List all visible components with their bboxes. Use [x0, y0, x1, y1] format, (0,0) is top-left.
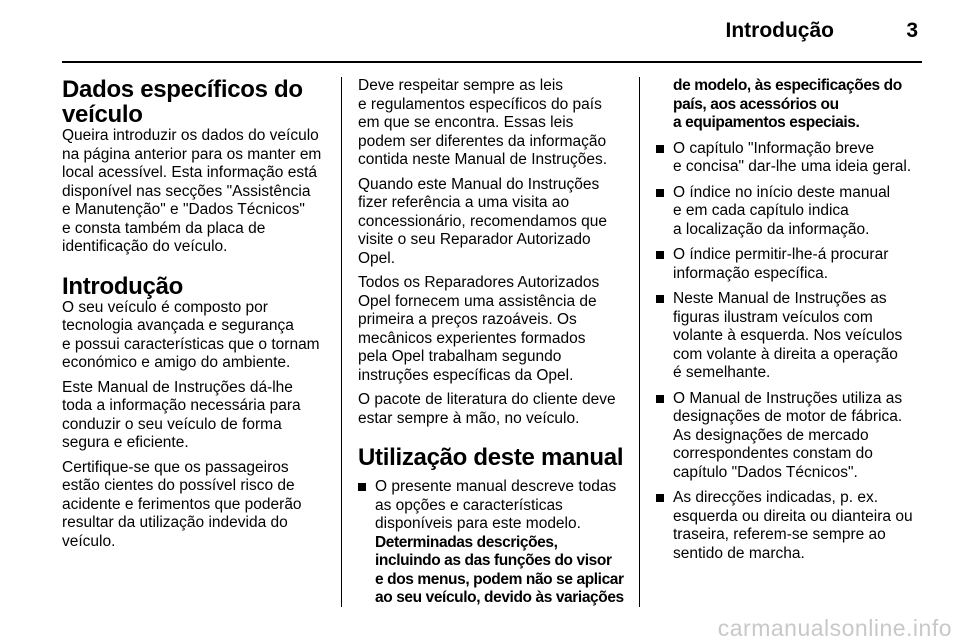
list-item-text: O capítulo "Informação breve e concisa" dar-lhe uma ideia geral.	[673, 139, 912, 175]
paragraph-intro-3: Certifique-se que os passageiros estão cientes do possível risco de acidente e ferimentos que poderão resultar da utilização indevida do veículo.	[62, 458, 302, 550]
paragraph-laws: Deve respeitar sempre as leis e regulamentos específicos do país em que se encontra. Essas leis podem ser diferentes da informação contida neste Manual de Instruções.	[358, 77, 608, 168]
bullet-square-icon	[656, 189, 664, 197]
list-item-bold-text: Determinadas descrições, incluindo as das funções do visor e dos menus, podem não se aplicar ao seu veículo, devido às variações	[375, 533, 624, 606]
heading-vehicle-data: Dados específicos do veículo	[62, 76, 303, 128]
paragraph-intro-1: O seu veículo é composto por tecnologia avançada e segurança e possui características que o tornam económico e amigo do ambiente.	[62, 298, 320, 371]
column-divider-1	[341, 77, 342, 607]
header-divider	[62, 61, 922, 63]
column-1	[62, 77, 328, 557]
page-header	[0, 0, 960, 62]
bullet-square-icon	[656, 251, 664, 259]
list-item	[656, 489, 926, 563]
watermark: carmanualsonline.info	[717, 615, 952, 641]
paragraph-literature: O pacote de literatura do cliente deve estar sempre à mão, no veículo.	[358, 391, 616, 427]
list-item	[656, 246, 926, 283]
list-item-text: O índice no início deste manual e em cada capítulo indica a localização da informação.	[673, 183, 891, 238]
paragraph-repairers: Todos os Reparadores Autorizados Opel fornecem uma assistência de primeira a preços razoáveis. Os mecânicos experientes formados pela Opel trabalham segundo instruções específicas da Opel.	[358, 274, 600, 384]
paragraph-vehicle-data: Queira introduzir os dados do veículo na página anterior para os manter em local acessível. Esta informação está disponível nas secções "Assistência e Manutenção" e "Dados Técnicos" e consta também da placa de identificação do veículo.	[62, 127, 322, 255]
list-item-text: Neste Manual de Instruções as figuras ilustram veículos com volante à esquerda. Nos veículos com volante à direita a operação é semelhante.	[673, 290, 903, 381]
page-number: 3	[906, 19, 918, 42]
bullet-square-icon	[656, 145, 664, 153]
list-item-text: O Manual de Instruções utiliza as designações de motor de fábrica. As designações de mercado correspondentes constam do capítulo "Dados Técnicos".	[673, 389, 903, 481]
column-divider-2	[639, 77, 640, 607]
list-item-text: O índice permitir-lhe-á procurar informação específica.	[673, 246, 889, 282]
list-item-text: As direcções indicadas, p. ex. esquerda ou direita ou dianteira ou traseira, referem-se sempre ao sentido de marcha.	[673, 489, 913, 562]
bullet-list	[358, 478, 626, 608]
list-item	[358, 478, 626, 608]
bullet-square-icon	[656, 295, 664, 303]
list-item	[656, 140, 926, 177]
list-item-text: O presente manual descreve todas as opções e características disponíveis para este modelo.	[375, 478, 617, 532]
list-item	[656, 184, 926, 240]
bullet-square-icon	[358, 483, 366, 491]
paragraph-intro-2: Este Manual de Instruções dá-lhe toda a informação necessária para conduzir o seu veículo de forma segura e eficiente.	[62, 378, 301, 451]
list-item	[656, 290, 926, 383]
bullet-square-icon	[656, 395, 664, 403]
column-3	[656, 77, 926, 570]
paragraph-dealer: Quando este Manual do Instruções fizer referência a uma visita ao concessionário, recomendamos que visite o seu Reparador Autorizado Opel.	[358, 175, 607, 267]
bullet-square-icon	[656, 494, 664, 502]
header-title: Introdução	[725, 19, 834, 42]
heading-introduction: Introdução	[62, 272, 183, 300]
list-item-continuation: de modelo, às especificações do país, aos acessórios ou a equipamentos especiais.	[673, 77, 902, 131]
heading-using-manual: Utilização deste manual	[358, 444, 624, 471]
column-2	[358, 77, 626, 615]
list-item	[656, 390, 926, 483]
bullet-list	[656, 140, 926, 564]
